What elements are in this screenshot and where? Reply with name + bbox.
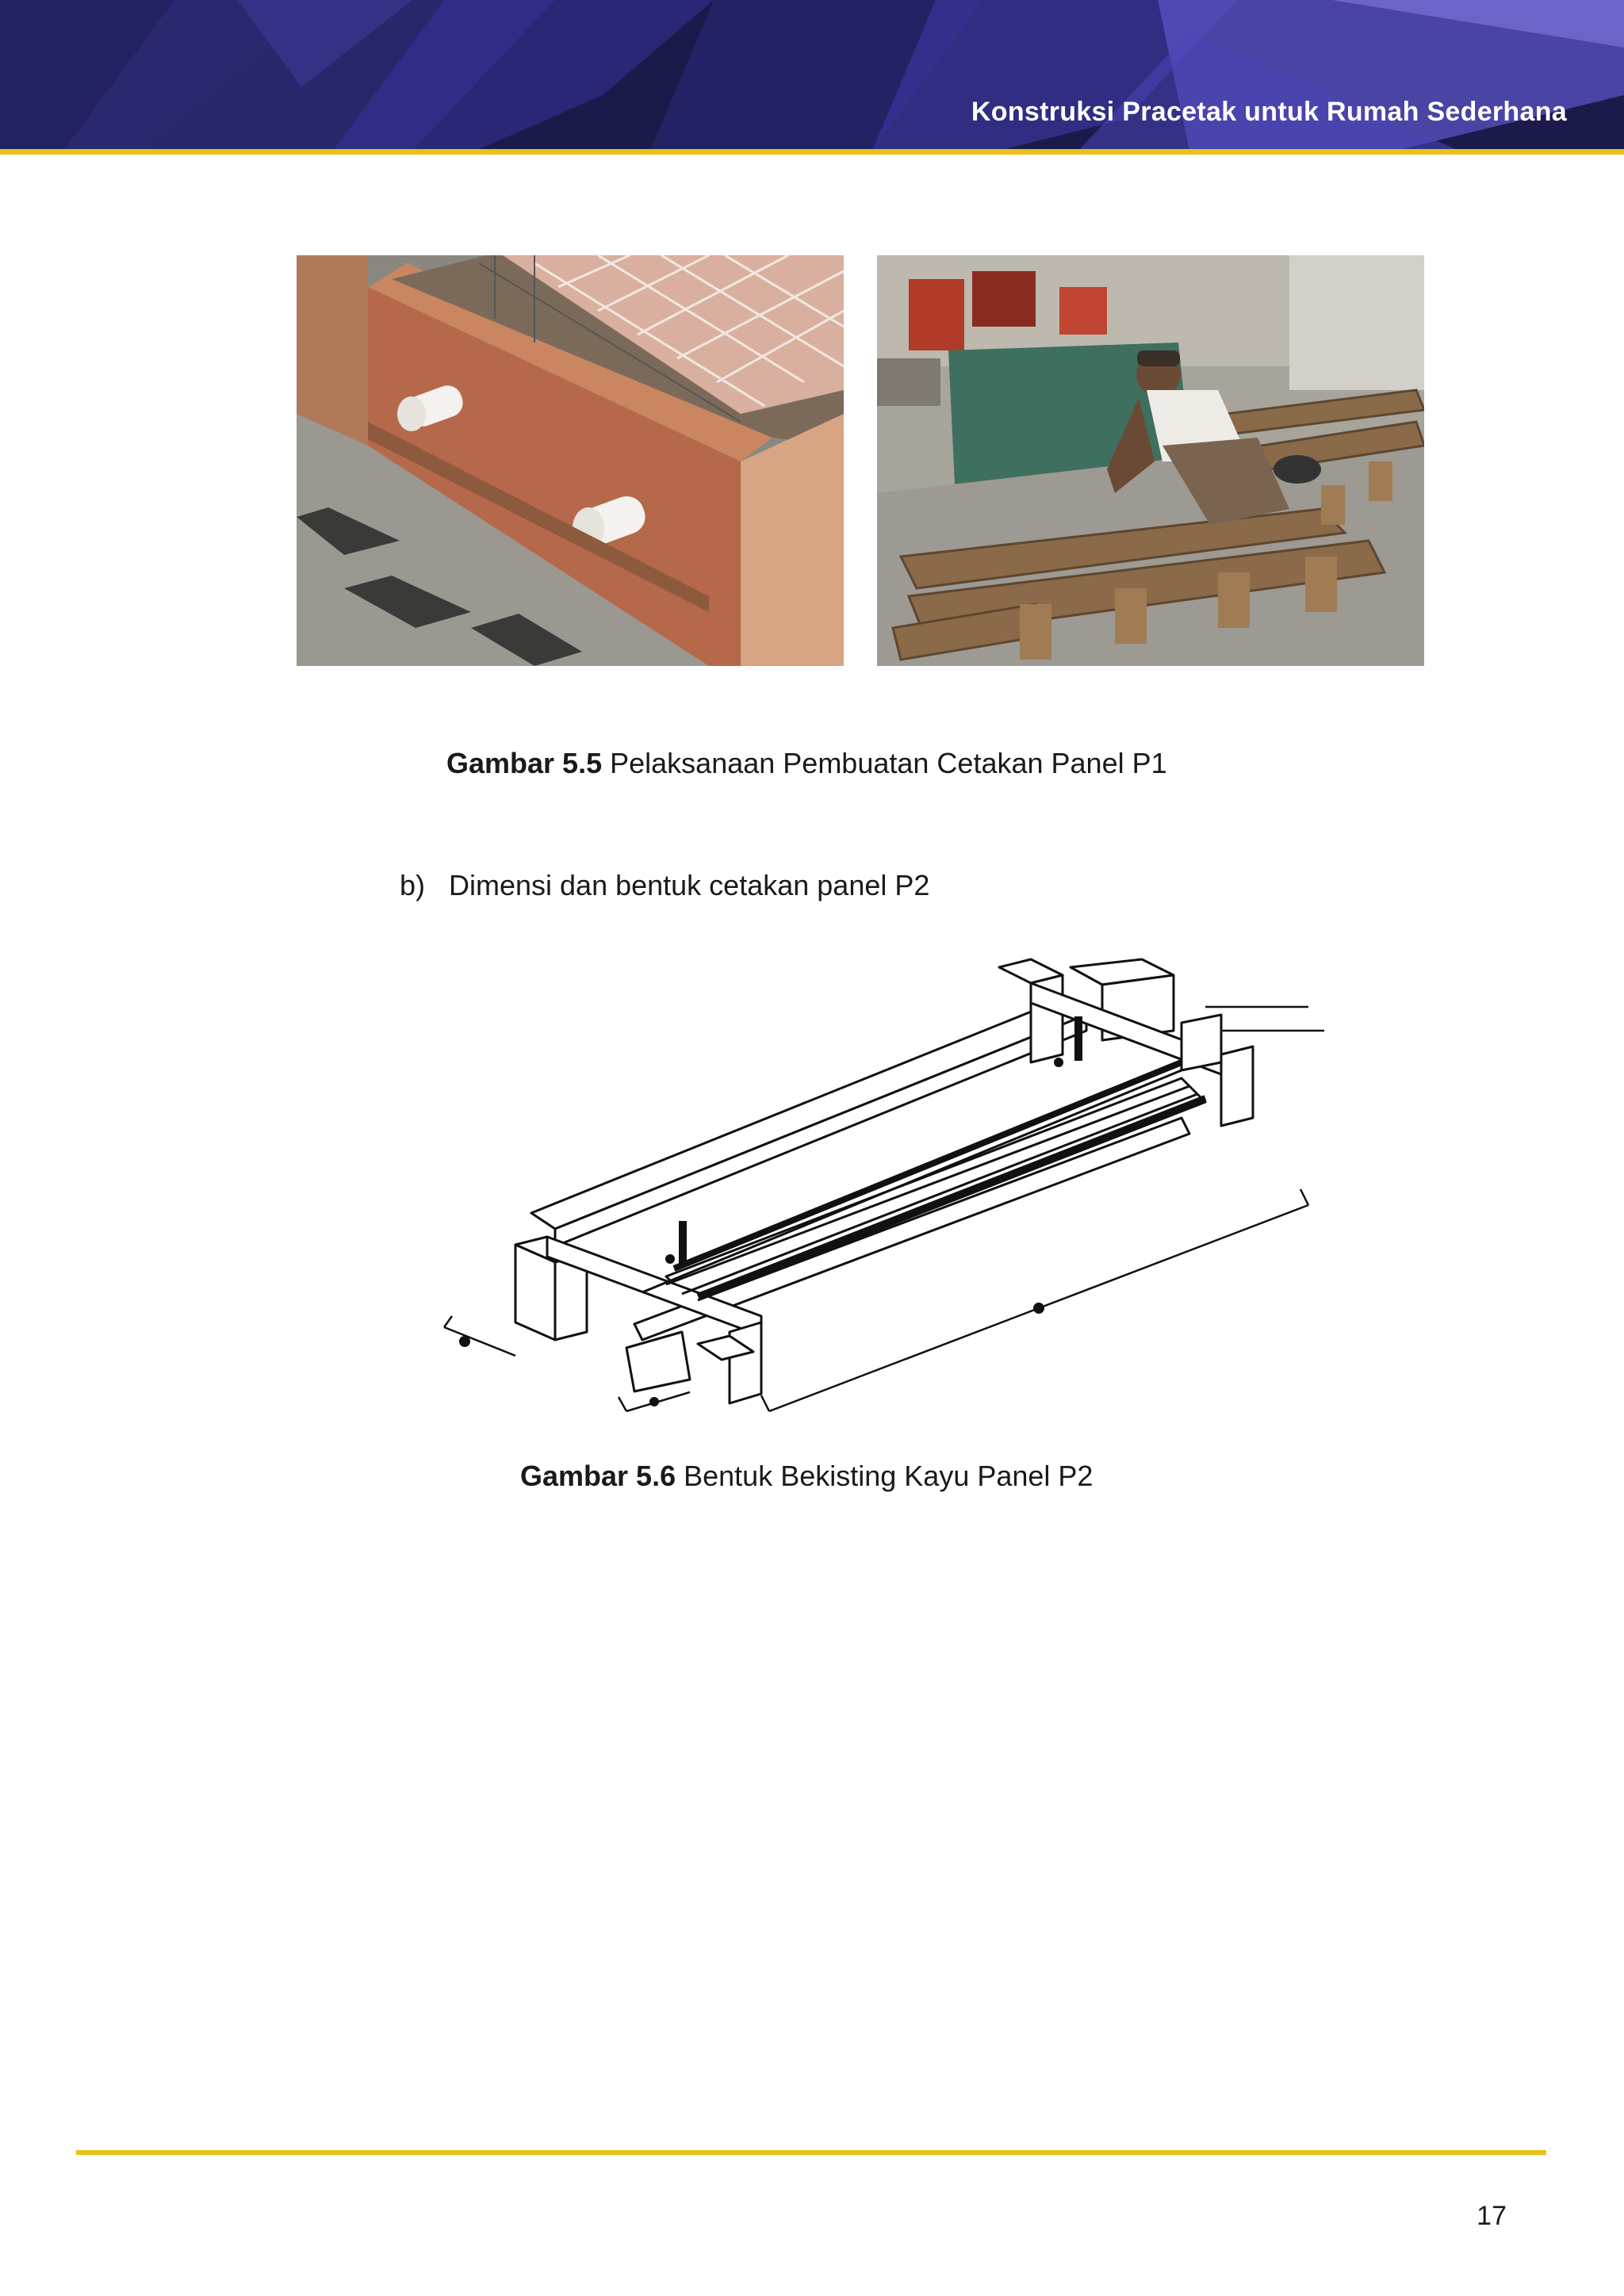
page-number: 17 bbox=[1477, 2201, 1507, 2231]
list-item-text: Dimensi dan bentuk cetakan panel P2 bbox=[449, 869, 930, 901]
figure-caption-5-5 bbox=[446, 747, 1167, 780]
photo-worker-molds bbox=[877, 255, 1424, 666]
list-item-b bbox=[400, 869, 929, 902]
figure-caption-text: Bentuk Bekisting Kayu Panel P2 bbox=[684, 1460, 1094, 1492]
figure-caption-5-6 bbox=[520, 1460, 1093, 1493]
figure-caption-text: Pelaksanaan Pembuatan Cetakan Panel P1 bbox=[610, 747, 1167, 779]
header-title: Konstruksi Pracetak untuk Rumah Sederhana bbox=[971, 97, 1567, 127]
header-accent-line bbox=[0, 149, 1624, 155]
header-background-pattern bbox=[0, 0, 1624, 151]
footer-accent-line bbox=[76, 2150, 1546, 2155]
photo-formwork-closeup bbox=[297, 255, 844, 666]
figure-label: Gambar 5.5 bbox=[446, 747, 603, 779]
figure-label: Gambar 5.6 bbox=[520, 1460, 676, 1492]
page-header bbox=[0, 0, 1624, 151]
formwork-drawing-p2 bbox=[428, 943, 1348, 1435]
list-marker: b) bbox=[400, 869, 426, 901]
